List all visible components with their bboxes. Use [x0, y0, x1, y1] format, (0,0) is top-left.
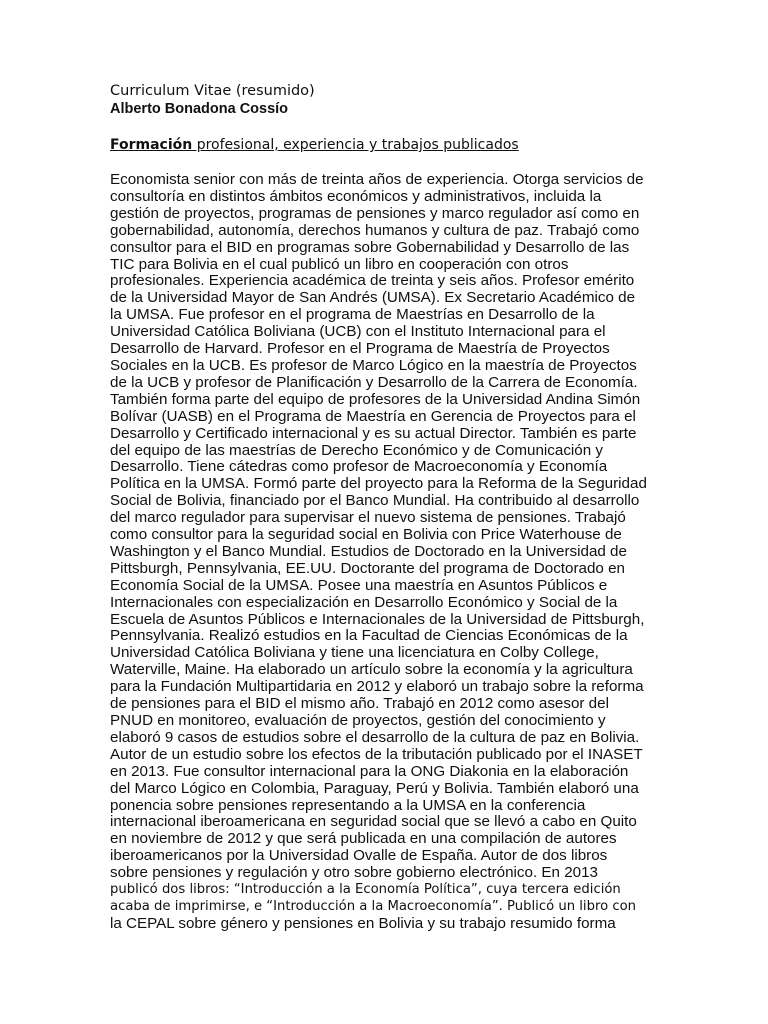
- body-line: También forma parte del equipo de profesores de la Universidad Andina Simón: [110, 390, 641, 408]
- section-heading-rest: profesional, experiencia y trabajos publicados: [192, 137, 519, 153]
- body-line: Social de Bolivia, financiado por el Banco Mundial. Ha contribuido al desarrollo: [110, 492, 640, 510]
- body-line: de la UCB y profesor de Planificación y Desarrollo de la Carrera de Economía.: [110, 373, 638, 391]
- body-line: Pittsburgh, Pennsylvania, EE.UU. Doctorante del programa de Doctorado en: [110, 559, 625, 577]
- body-line: Pennsylvania. Realizó estudios en la Facultad de Ciencias Económicas de la: [110, 627, 628, 645]
- body-line: en noviembre de 2012 y que será publicada en una compilación de autores: [110, 830, 617, 848]
- author-name: Alberto Bonadona Cossío: [110, 101, 289, 117]
- body-line: de la Universidad Mayor de San Andrés (UMSA). Ex Secretario Académico de: [110, 289, 636, 307]
- body-line: del marco regulador para supervisar el nuevo sistema de pensiones. Trabajó: [110, 509, 626, 527]
- body-line: Desarrollo de Harvard. Profesor en el Programa de Maestría de Proyectos: [110, 340, 610, 358]
- body-line: del equipo de las maestrías de Derecho Económico y de Comunicación y: [110, 441, 604, 459]
- body-line: del Marco Lógico en Colombia, Paraguay, Perú y Bolivia. También elaboró una: [110, 779, 639, 797]
- body-line: Escuela de Asuntos Públicos e Internacionales de la Universidad de Pittsburgh,: [110, 610, 645, 628]
- body-paragraph: [110, 172, 670, 933]
- body-line: profesionales. Experiencia académica de treinta y seis años. Profesor emérito: [110, 272, 635, 290]
- body-line: consultoría en distintos ámbitos económicos y administrativos, incluida la: [110, 187, 602, 205]
- body-line: Internacionales con especialización en Desarrollo Económico y Social de la: [110, 593, 618, 611]
- body-line: Sociales en la UCB. Es profesor de Marco Lógico en la maestría de Proyectos: [110, 356, 637, 374]
- body-line: Desarrollo. Tiene cátedras como profesor de Macroeconomía y Economía: [110, 458, 608, 476]
- body-line: Bolívar (UASB) en el Programa de Maestría en Gerencia de Proyectos para el: [110, 407, 636, 425]
- body-line: Universidad Católica Boliviana (UCB) con el Instituto Internacional para el: [110, 323, 606, 341]
- body-line: Política en la UMSA. Formó parte del proyecto para la Reforma de la Seguridad: [110, 475, 647, 493]
- body-line: la UMSA. Fue profesor en el programa de Maestrías en Desarrollo de la: [110, 306, 595, 324]
- body-line: elaboró 9 casos de estudios sobre el desarrollo de la cultura de paz en Bolivia.: [110, 728, 640, 746]
- body-line: iberoamericanos por la Universidad Ovalle de España. Autor de dos libros: [110, 847, 608, 865]
- document-title: Curriculum Vitae (resumido): [110, 83, 315, 99]
- body-line: la CEPAL sobre género y pensiones en Bolivia y su trabajo resumido forma: [110, 914, 616, 932]
- body-line: acaba de imprimirse, e “Introducción a la Macroeconomía”. Publicó un libro con: [110, 898, 637, 914]
- body-line: sobre pensiones y regulación y otro sobre gobierno electrónico. En 2013: [110, 864, 598, 882]
- body-line: Economista senior con más de treinta años de experiencia. Otorga servicios de: [110, 171, 644, 188]
- body-line: de pensiones para el BID el mismo año. Trabajó en 2012 como asesor del: [110, 695, 609, 713]
- body-line: como consultor para la seguridad social en Bolivia con Price Waterhouse de: [110, 526, 622, 544]
- body-line: en 2013. Fue consultor internacional para la ONG Diakonia en la elaboración: [110, 762, 629, 780]
- body-line: Waterville, Maine. Ha elaborado un artículo sobre la economía y la agricultura: [110, 661, 633, 679]
- body-line: Washington y el Banco Mundial. Estudios de Doctorado en la Universidad de: [110, 542, 627, 560]
- body-line: publicó dos libros: “Introducción a la Economía Política”, cuya tercera edición: [110, 882, 621, 898]
- body-line: internacional iberoamericana en seguridad social que se llevó a cabo en Quito: [110, 813, 637, 831]
- body-line: Universidad Católica Boliviana y tiene una licenciatura en Colby College,: [110, 644, 599, 662]
- body-line: Autor de un estudio sobre los efectos de la tributación publicado por el INASET: [110, 745, 643, 763]
- body-line: Desarrollo y Certificado internacional y es su actual Director. También es parte: [110, 424, 637, 442]
- section-heading: [110, 136, 670, 154]
- body-line: TIC para Bolivia en el cual publicó un libro en cooperación con otros: [110, 255, 569, 273]
- body-line: gestión de proyectos, programas de pensiones y marco regulador así como en: [110, 204, 640, 222]
- body-line: gobernabilidad, autonomía, derechos humanos y cultura de paz. Trabajó como: [110, 221, 640, 239]
- body-line: Economía Social de la UMSA. Posee una maestría en Asuntos Públicos e: [110, 576, 608, 594]
- section-heading-bold: Formación: [110, 137, 193, 153]
- body-line: para la Fundación Multipartidaria en 2012 y elaboró un trabajo sobre la reforma: [110, 678, 644, 696]
- body-line: ponencia sobre pensiones representando a la UMSA en la conferencia: [110, 796, 586, 814]
- document-page: [110, 82, 670, 933]
- body-line: PNUD en monitoreo, evaluación de proyectos, gestión del conocimiento y: [110, 712, 606, 729]
- body-line: consultor para el BID en programas sobre Gobernabilidad y Desarrollo de las: [110, 238, 630, 256]
